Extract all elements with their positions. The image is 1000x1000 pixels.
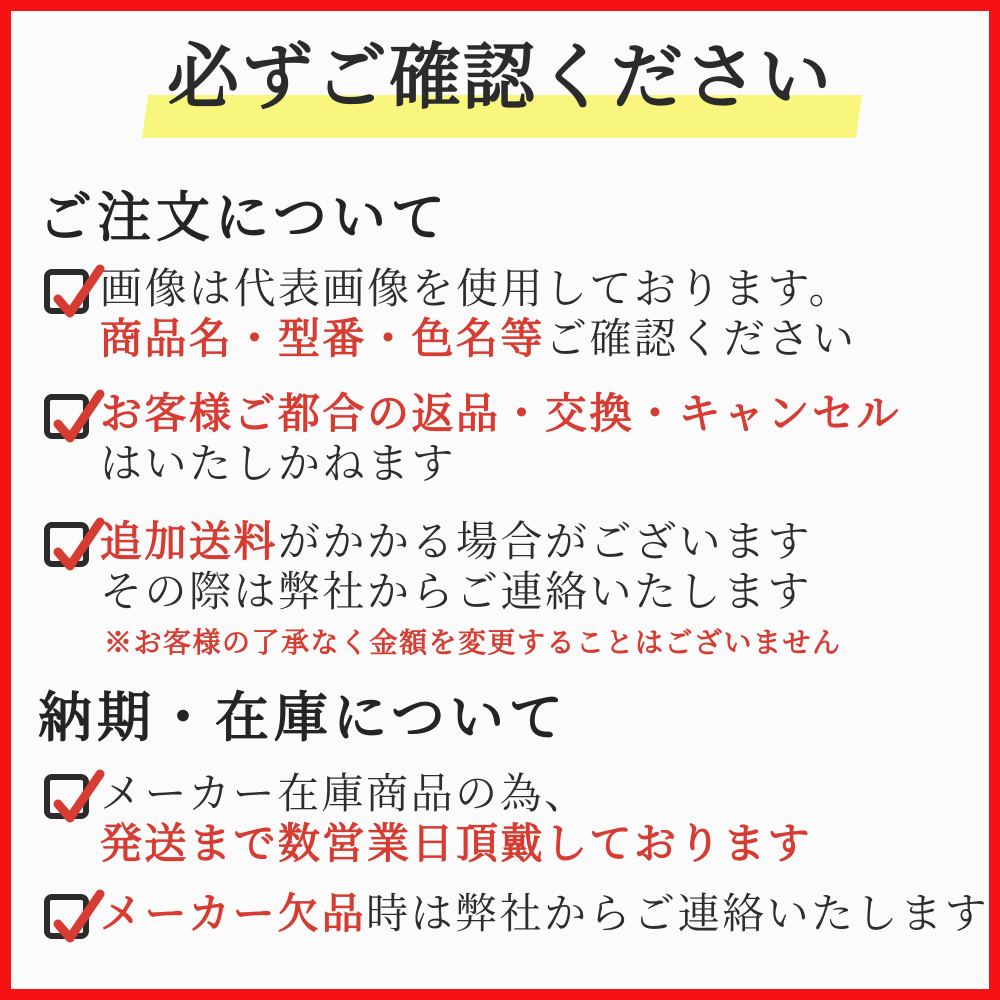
text-segment-red: 商品名・型番・色名等 — [100, 317, 546, 363]
section-heading-order: ご注文について — [38, 188, 450, 248]
item-text — [100, 390, 901, 490]
list-item — [44, 265, 857, 365]
text-segment-red: お客様ご都合の返品・交換・キャンセル — [100, 392, 902, 438]
item-line — [100, 770, 812, 820]
red-checkmark-icon — [47, 258, 105, 320]
text-segment: ご確認ください — [545, 317, 857, 363]
list-item — [44, 390, 901, 490]
list-item — [44, 890, 989, 940]
item-text — [100, 518, 842, 661]
item-text — [100, 265, 857, 365]
item-line — [100, 315, 857, 365]
item-line — [100, 265, 857, 315]
checkbox-icon — [44, 522, 89, 567]
checkbox-icon — [44, 394, 89, 439]
text-segment: 時は弊社からご連絡いたします — [366, 892, 990, 938]
text-segment: メーカー在庫商品の為、 — [100, 772, 589, 818]
item-line — [100, 890, 989, 940]
list-item — [44, 770, 812, 870]
text-segment-red: 追加送料 — [100, 520, 279, 566]
item-line — [100, 390, 901, 440]
text-segment: はいたしかねます — [100, 442, 457, 488]
text-segment: その際は弊社からご連絡いたします — [100, 570, 813, 616]
red-checkmark-icon — [47, 763, 105, 825]
item-line — [100, 820, 812, 870]
text-segment-red: 発送まで数営業日頂戴しております — [100, 822, 813, 868]
item-text — [100, 890, 989, 940]
item-line — [100, 518, 842, 568]
checkbox-icon — [44, 894, 89, 939]
item-text — [100, 770, 812, 870]
red-checkmark-icon — [47, 383, 105, 445]
page-title: 必ずご確認ください — [166, 38, 833, 118]
red-checkmark-icon — [47, 883, 105, 945]
text-segment: 画像は代表画像を使用しております。 — [100, 267, 854, 313]
item-note: ※お客様の了承なく金額を変更することはございません — [104, 628, 842, 659]
checkbox-icon — [44, 269, 89, 314]
item-line — [100, 440, 901, 490]
text-segment-red: メーカー欠品 — [100, 892, 367, 938]
red-checkmark-icon — [47, 511, 105, 573]
list-item — [44, 518, 842, 661]
item-line — [100, 568, 842, 618]
checkbox-icon — [44, 774, 89, 819]
text-segment: がかかる場合がございます — [278, 520, 813, 566]
section-heading-stock: 納期・在庫について — [38, 688, 568, 748]
